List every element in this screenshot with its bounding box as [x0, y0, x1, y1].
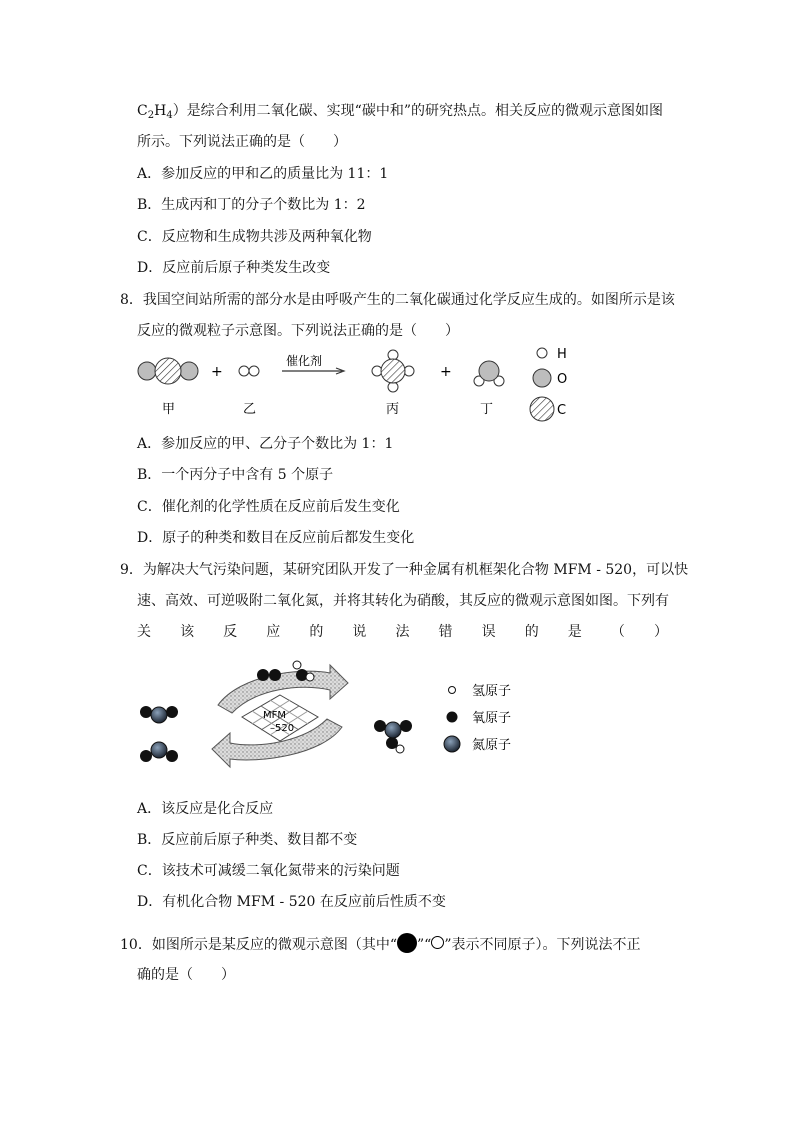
white-atom-icon [431, 936, 444, 949]
no2-molecule-left-bottom [140, 742, 178, 762]
q8-option-a: A．参加反应的甲、乙分子个数比为 1：1 [137, 436, 394, 452]
q9-stem-line3: 关 该 反 应 的 说 法 错 误 的 是 （ ） [137, 624, 668, 640]
q9-stem-line1: 9．为解决大气污染问题，某研究团队开发了一种金属有机框架化合物 MFM - 520，可以快 [120, 562, 689, 578]
q9-mfm-diagram [130, 655, 530, 775]
q10-stem-line2: 确的是（ ） [137, 967, 235, 983]
q7-option-b: B．生成丙和丁的分子个数比为 1：2 [137, 197, 366, 213]
hno3-molecule [374, 720, 412, 753]
q9-option-d: D．有机化合物 MFM - 520 在反应前后性质不变 [137, 894, 446, 910]
molecule-yi-h2 [239, 366, 259, 376]
label-yi: 乙 [243, 402, 257, 417]
legend-oxygen [447, 711, 512, 726]
svg-text:O: O [557, 372, 568, 387]
no2-molecule-left-top [140, 706, 178, 723]
molecule-bing-ch4 [372, 350, 414, 392]
svg-text:C: C [557, 403, 567, 418]
q8-stem-line1: 8．我国空间站所需的部分水是由呼吸产生的二氧化碳通过化学反应生成的。如图所示是该 [120, 292, 675, 308]
q9-stem-line2: 速、高效、可逆吸附二氧化氮，并将其转化为硝酸，其反应的微观示意图如图。下列有 [137, 593, 669, 609]
q9-option-c: C．该技术可减缓二氧化氮带来的污染问题 [137, 863, 400, 879]
svg-text:氧原子: 氧原子 [472, 711, 512, 726]
legend-h [537, 347, 567, 362]
q7-option-a: A．参加反应的甲和乙的质量比为 11：1 [137, 166, 389, 182]
label-jia: 甲 [162, 402, 176, 417]
svg-text:氮原子: 氮原子 [472, 738, 512, 753]
legend-nitrogen [444, 736, 511, 753]
legend-c [530, 397, 566, 421]
mfm-label-top: MFM [263, 710, 287, 721]
molecule-ding-h2o [474, 361, 504, 386]
q8-option-b: B．一个丙分子中含有 5 个原子 [137, 467, 334, 483]
svg-text:氢原子: 氢原子 [472, 684, 512, 699]
q7-option-c: C．反应物和生成物共涉及两种氧化物 [137, 229, 372, 245]
svg-text:H: H [557, 347, 567, 362]
q9-option-b: B．反应前后原子种类、数目都不变 [137, 832, 358, 848]
q9-option-a: A．该反应是化合反应 [137, 801, 274, 817]
plus-sign-2: + [440, 364, 452, 380]
q8-option-c: C．催化剂的化学性质在反应前后发生变化 [137, 499, 400, 515]
molecule-jia-co2 [138, 358, 198, 384]
legend-hydrogen [449, 684, 512, 699]
q8-stem-line2: 反应的微观粒子示意图。下列说法正确的是（ ） [137, 323, 459, 339]
q8-option-d: D．原子的种类和数目在反应前后都发生变化 [137, 530, 415, 546]
q10-stem-line1: 10．如图所示是某反应的微观示意图（其中“ ”“ ”表示不同原子）。下列说法不正 [120, 933, 640, 955]
black-atom-icon [397, 933, 417, 953]
catalyst-label: 催化剂 [286, 354, 323, 368]
legend-o [533, 369, 567, 387]
reaction-arrow [282, 368, 344, 374]
mfm-label-bottom: –520 [270, 723, 295, 734]
q7-option-d: D．反应前后原子种类发生改变 [137, 260, 331, 276]
q7-stem-line2: 所示。下列说法正确的是（ ） [137, 134, 347, 150]
q7-stem-line1: $C_2H_4$）是综合利用二氧化碳、实现“碳中和”的研究热点。相关反应的微观示意图如图 [137, 103, 663, 121]
label-ding: 丁 [480, 402, 494, 417]
plus-sign-1: + [211, 364, 223, 380]
q8-reaction-diagram [130, 340, 590, 425]
label-bing: 丙 [386, 402, 400, 417]
